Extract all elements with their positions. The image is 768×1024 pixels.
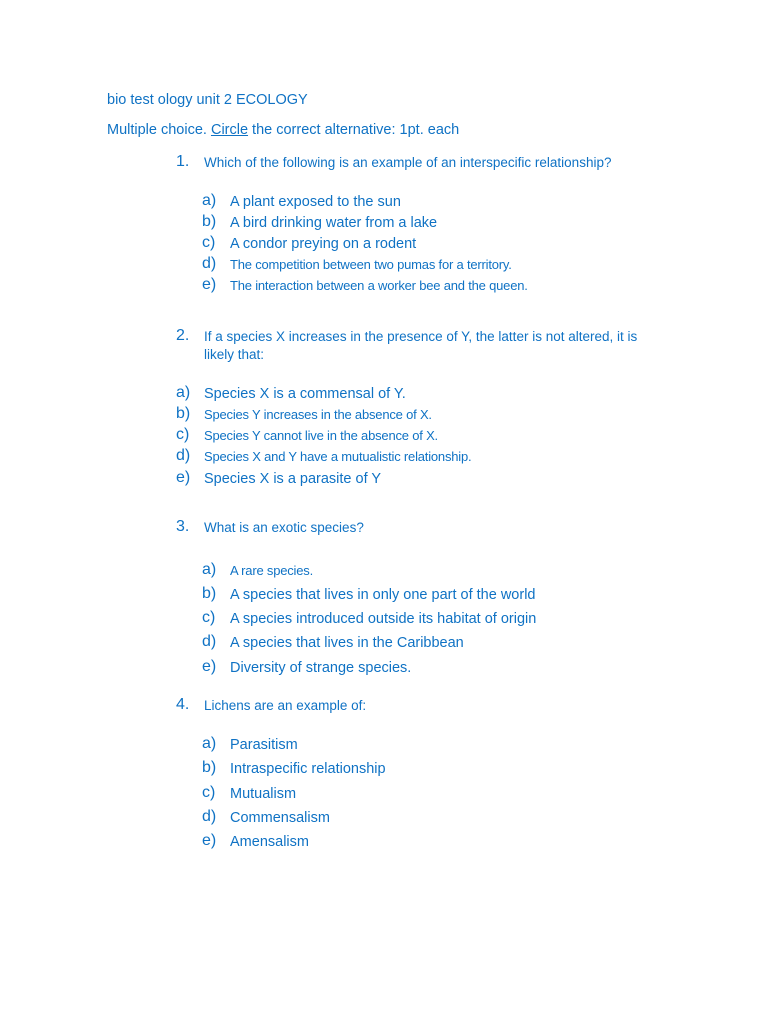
question-3-option-a-text: A rare species. [230,563,313,578]
question-3-option-b-text: A species that lives in only one part of the world [230,587,536,603]
question-2-option-b-letter: b) [176,405,191,422]
question-4-text: Lichens are an example of: [204,698,367,713]
question-2-option-e-text: Species X is a parasite of Y [204,471,382,487]
question-3-option-b-letter: b) [202,585,217,602]
question-3-option-a-letter: a) [202,561,217,578]
question-4-option-c-text: Mutualism [230,786,297,802]
question-1-option-a-letter: a) [202,192,217,209]
question-3-number: 3. [176,518,190,535]
question-1-option-b-text: A bird drinking water from a lake [230,215,438,231]
question-3-option-e-text: Diversity of strange species. [230,660,412,676]
question-4-option-a-text: Parasitism [230,737,298,753]
question-4-option-d-text: Commensalism [230,810,330,826]
instructions-line [107,121,459,139]
question-2-option-d-text: Species X and Y have a mutualistic relationship. [204,449,472,464]
question-1-option-e-letter: e) [202,276,217,293]
question-3-option-d-text: A species that lives in the Caribbean [230,635,464,651]
question-2-text: If a species X increases in the presence of Y, the latter is not altered, it is likely that: [204,329,638,362]
question-3-option-e-letter: e) [202,658,217,675]
question-2-option-a-letter: a) [176,384,191,401]
instructions-suffix: the correct alternative: 1pt. each [248,122,460,138]
question-1-text: Which of the following is an example of an interspecific relationship? [204,155,612,170]
question-4-option-e-text: Amensalism [230,834,309,850]
document-title: bio test ology unit 2 ECOLOGY [107,92,308,108]
question-1-option-b-letter: b) [202,213,217,230]
instructions-circle-word: Circle [210,122,249,138]
question-3-text: What is an exotic species? [204,520,364,535]
question-4-option-e-letter: e) [202,832,217,849]
question-1-option-a-text: A plant exposed to the sun [230,194,401,210]
question-2-option-c-letter: c) [176,426,190,443]
question-3-option-c-text: A species introduced outside its habitat of origin [230,611,537,627]
question-1-option-d-text: The competition between two pumas for a territory. [230,257,512,272]
question-1-number: 1. [176,153,190,170]
question-4-option-d-letter: d) [202,808,217,825]
question-2-option-d-letter: d) [176,447,191,464]
question-1-option-c-letter: c) [202,234,216,251]
question-3-option-d-letter: d) [202,633,217,650]
question-4-option-a-letter: a) [202,735,217,752]
question-2-option-e-letter: e) [176,469,191,486]
question-4-option-b-letter: b) [202,759,217,776]
question-2-option-b-text: Species Y increases in the absence of X. [204,407,432,422]
question-1-option-c-text: A condor preying on a rodent [230,236,417,252]
question-2-option-a-text: Species X is a commensal of Y. [204,386,406,402]
question-1-option-d-letter: d) [202,255,217,272]
question-2-option-c-text: Species Y cannot live in the absence of X. [204,428,438,443]
question-3-option-c-letter: c) [202,609,216,626]
question-4-option-b-text: Intraspecific relationship [230,761,386,777]
instructions-prefix: Multiple choice. [107,122,211,138]
question-1-option-e-text: The interaction between a worker bee and the queen. [230,278,528,293]
question-4-number: 4. [176,696,190,713]
question-4-option-c-letter: c) [202,784,216,801]
question-2-number: 2. [176,327,190,344]
